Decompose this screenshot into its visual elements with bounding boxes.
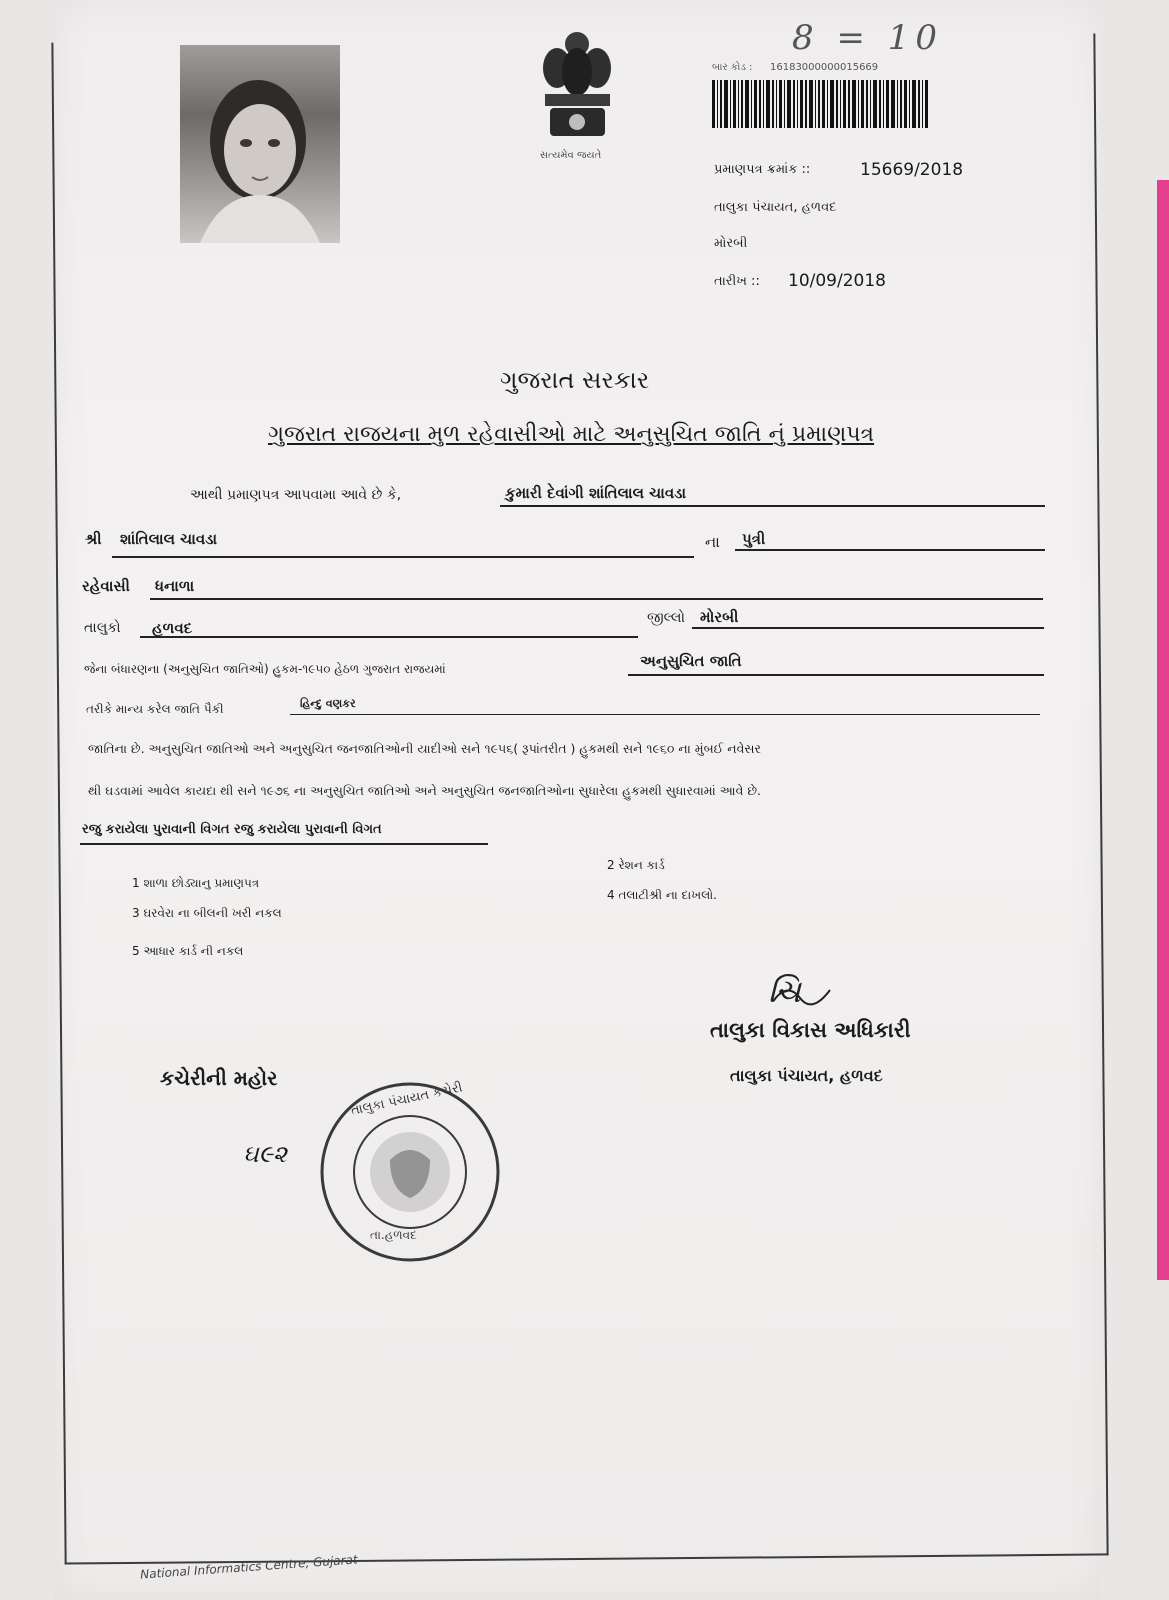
district-underline (692, 627, 1044, 629)
issuing-office: તાલુકા પંચાયત, હળવદ (714, 200, 837, 215)
relation-underline (735, 549, 1045, 551)
relation: પુત્રી (742, 530, 766, 548)
na-label: ના (705, 533, 720, 551)
village-underline (150, 598, 1043, 600)
evidence-item: 4 તલાટીશ્રી ના દાખલો. (607, 888, 717, 902)
seal-text-top: તાલુકા પંચાયત કચેરી (349, 1080, 464, 1119)
signature-mark: ચિ (768, 972, 801, 1010)
village: ધનાળા (155, 577, 195, 595)
evidence-item: 5 આધાર કાર્ડ ની નકલ (132, 944, 244, 958)
paper-border (51, 33, 1108, 1564)
caste: હિન્દુ વણકર (300, 697, 356, 710)
office-seal-label: કચેરીની મહોર (160, 1066, 278, 1090)
footer-text: National Informatics Centre, Gujarat (139, 1552, 359, 1582)
district-line: મોરબી (714, 236, 748, 251)
gov-title: ગુજરાત સરકાર (500, 366, 650, 394)
intro-text: આથી પ્રમાણપત્ર આપવામા આવે છે કે, (190, 487, 402, 503)
seal-initial: ઘ૯૨ (243, 1140, 287, 1168)
evidence-heading: રજુ કરાયેલા પુરાવાની વિગત રજુ કરાયેલા પુરાવાની વિગત (82, 822, 382, 837)
person-name-underline (500, 505, 1045, 507)
category-underline (628, 674, 1044, 676)
residence-label: રહેવાસી (82, 577, 130, 595)
category: અનુસુચિત જાતિ (640, 652, 742, 670)
national-emblem-icon (535, 28, 620, 148)
signatory-title: તાલુકા વિકાસ અધિકારી (710, 1018, 911, 1042)
barcode-number: 16183000000015669 (770, 62, 879, 73)
caste-underline (290, 714, 1040, 715)
date-value: 10/09/2018 (788, 271, 886, 291)
pink-edge-strip (1157, 180, 1169, 1280)
barcode-icon (712, 80, 930, 128)
father-name: શાંતિલાલ ચાવડા (120, 530, 218, 548)
taluka-underline (140, 636, 638, 638)
taluka-label: તાલુકો (84, 620, 121, 636)
evidence-heading-underline (80, 843, 488, 845)
district-label: જીલ્લો (647, 610, 685, 626)
paragraph-line-1: જાતિના છે. અનુસુચિત જાતિઓ અને અનુસુચિત જનજાતિઓની યાદીઓ સને ૧૯૫૬( રૂપાંતરીત ) હુકમથી સને ૧૯૬૦ ના મુંબઈ નવેસર (88, 741, 761, 756)
paragraph-line-2: થી ઘડવામાં આવેલ કાયદા થી સને ૧૯૭૬ ના અનુસુચિત જાતિઓ અને અનુસુચિત જનજાતિઓના સુધારેલા હુકમથી સુધારવામાં આવે છે. (88, 783, 761, 798)
certificate-title: ગુજરાત રાજયના મુળ રહેવાસીઓ માટે અનુસુચિત જાતિ નું પ્રમાણપત્ર (268, 422, 875, 447)
shri-label: શ્રી (85, 530, 102, 548)
applicant-photo-portrait (180, 45, 340, 243)
person-name: કુમારી દેવાંગી શાંતિલાલ ચાવડા (505, 484, 687, 502)
evidence-item: 2 રેશન કાર્ડ (607, 858, 665, 872)
signature-scribble (770, 978, 840, 1012)
header-handwritten-mark: 8 = 10 (792, 18, 943, 58)
seal-text-bottom: તા.હળવદ (370, 1228, 417, 1242)
evidence-item: 3 ઘરવેરા ના બીલની ખરી નકલ (132, 906, 282, 920)
order-text: જેના બંધારણના (અનુસુચિત જાતિઓ) હુકમ-૧૯૫૦ હેઠળ ગુજરાત રાજયમાં (84, 662, 446, 676)
taluka: હળવદ (152, 619, 193, 637)
evidence-item: 1 શાળા છોડ્યાનુ પ્રમાણપત્ર (132, 876, 260, 890)
barcode-number-label: બાર કોડ : (712, 62, 753, 73)
applicant-photo (180, 45, 340, 243)
certificate-no: 15669/2018 (860, 160, 964, 180)
emblem-caption: સત્યમેવ જયતે (540, 150, 602, 161)
certificate-no-label: પ્રમાણપત્ર ક્રમાંક :: (714, 162, 811, 177)
district: મોરબી (700, 608, 739, 626)
recognized-label: તરીકે માન્ય કરેલ જાતિ પૈકી (86, 702, 224, 716)
signatory-office: તાલુકા પંચાયત, હળવદ (730, 1066, 883, 1085)
date-label: તારીખ :: (714, 274, 760, 289)
father-name-underline (112, 556, 694, 558)
